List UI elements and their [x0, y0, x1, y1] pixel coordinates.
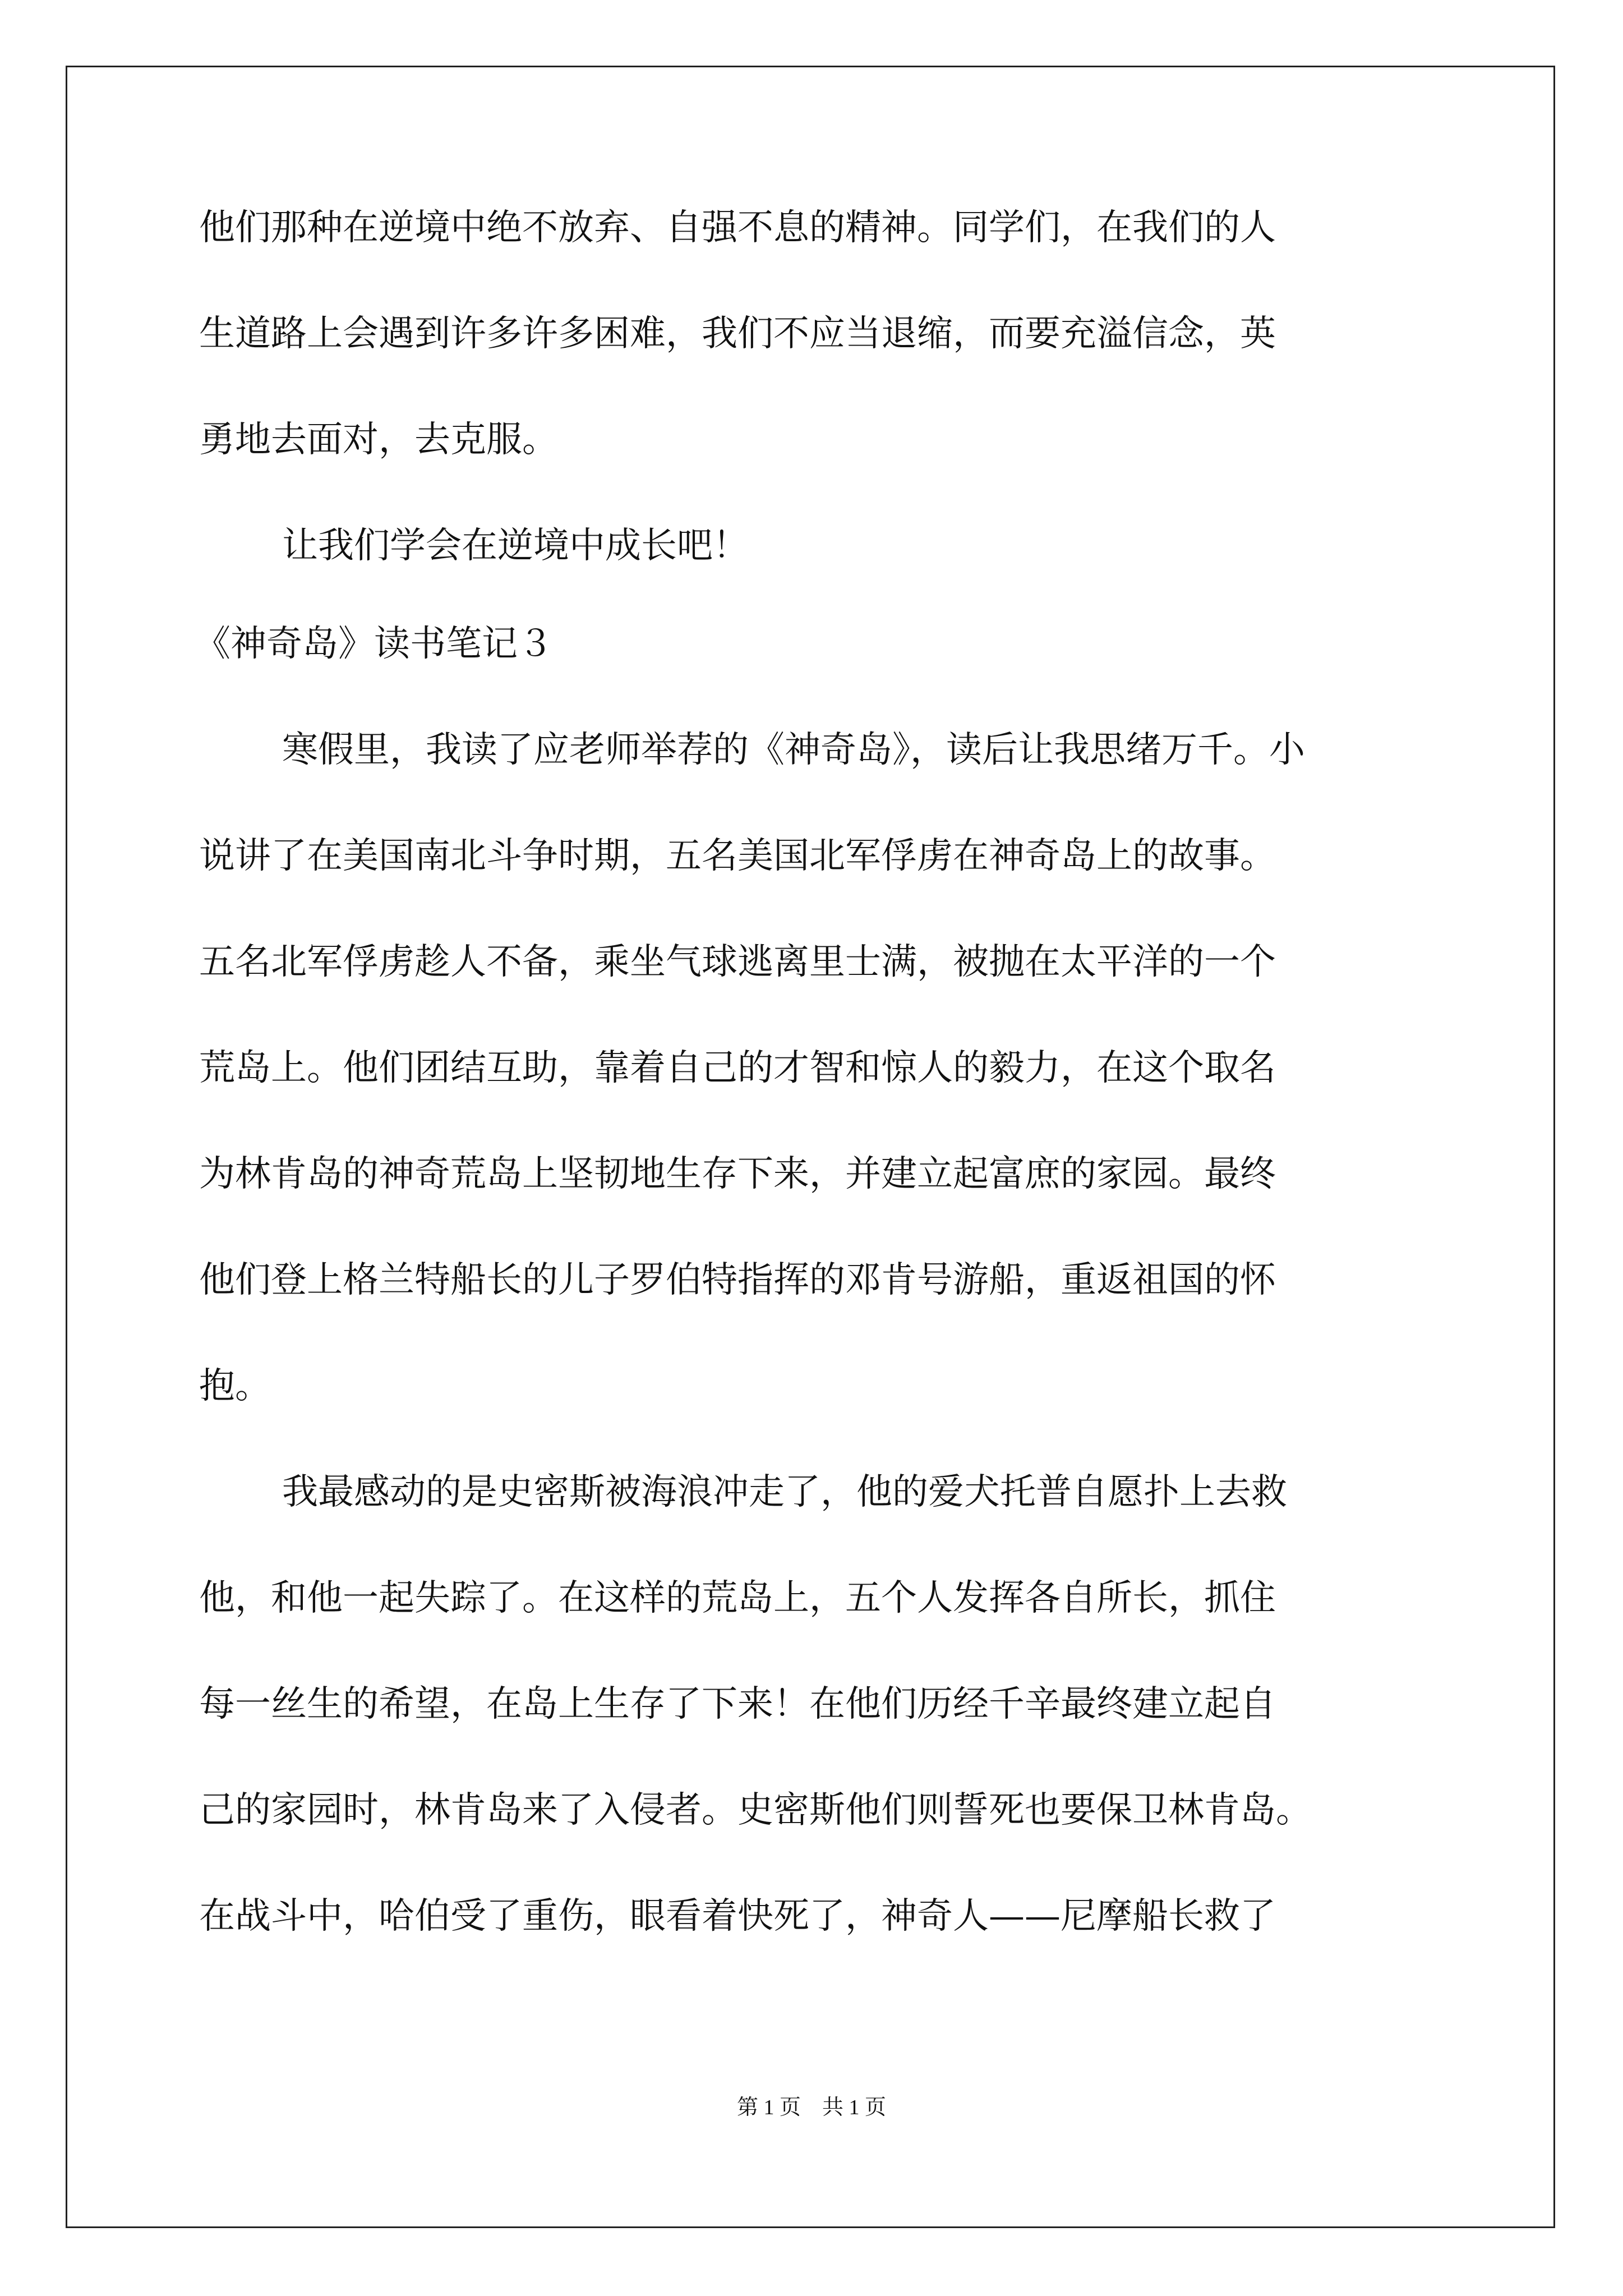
text-line: 生道路上会遇到许多许多困难，我们不应当退缩，而要充溢信念，英: [199, 313, 1276, 355]
page-footer: 第 1 页 共 1 页: [736, 2096, 886, 2119]
text-line: 他们那种在逆境中绝不放弃、自强不息的精神。同学们，在我们的人: [199, 207, 1276, 249]
text-line: 说讲了在美国南北斗争时期，五名美国北军俘虏在神奇岛上的故事。: [199, 835, 1276, 877]
section-heading: 《神奇岛》读书笔记３: [195, 623, 554, 665]
text-line: 在战斗中，哈伯受了重伤，眼看着快死了，神奇人——尼摩船长救了: [199, 1895, 1276, 1937]
paragraph-line: 寒假里，我读了应老师举荐的《神奇岛》，读后让我思绪万千。小: [282, 729, 1305, 771]
text-line: 己的家园时，林肯岛来了入侵者。史密斯他们则誓死也要保卫林肯岛。: [199, 1789, 1312, 1831]
paragraph-line: 我最感动的是史密斯被海浪冲走了，他的爱犬托普自愿扑上去救: [282, 1471, 1287, 1513]
text-line: 为林肯岛的神奇荒岛上坚韧地生存下来，并建立起富庶的家园。最终: [199, 1153, 1276, 1195]
text-line: 抱。: [199, 1365, 271, 1407]
text-line: 他，和他一起失踪了。在这样的荒岛上，五个人发挥各自所长，抓住: [199, 1577, 1276, 1619]
text-line: 他们登上格兰特船长的儿子罗伯特指挥的邓肯号游船，重返祖国的怀: [199, 1259, 1276, 1301]
text-line: 五名北军俘虏趁人不备，乘坐气球逃离里士满，被抛在太平洋的一个: [199, 941, 1276, 983]
text-line: 每一丝生的希望，在岛上生存了下来！在他们历经千辛最终建立起自: [199, 1683, 1276, 1725]
paragraph-line: 让我们学会在逆境中成长吧！: [282, 525, 749, 567]
text-line: 勇地去面对，去克服。: [199, 419, 558, 461]
text-line: 荒岛上。他们团结互助，靠着自己的才智和惊人的毅力，在这个取名: [199, 1047, 1276, 1089]
